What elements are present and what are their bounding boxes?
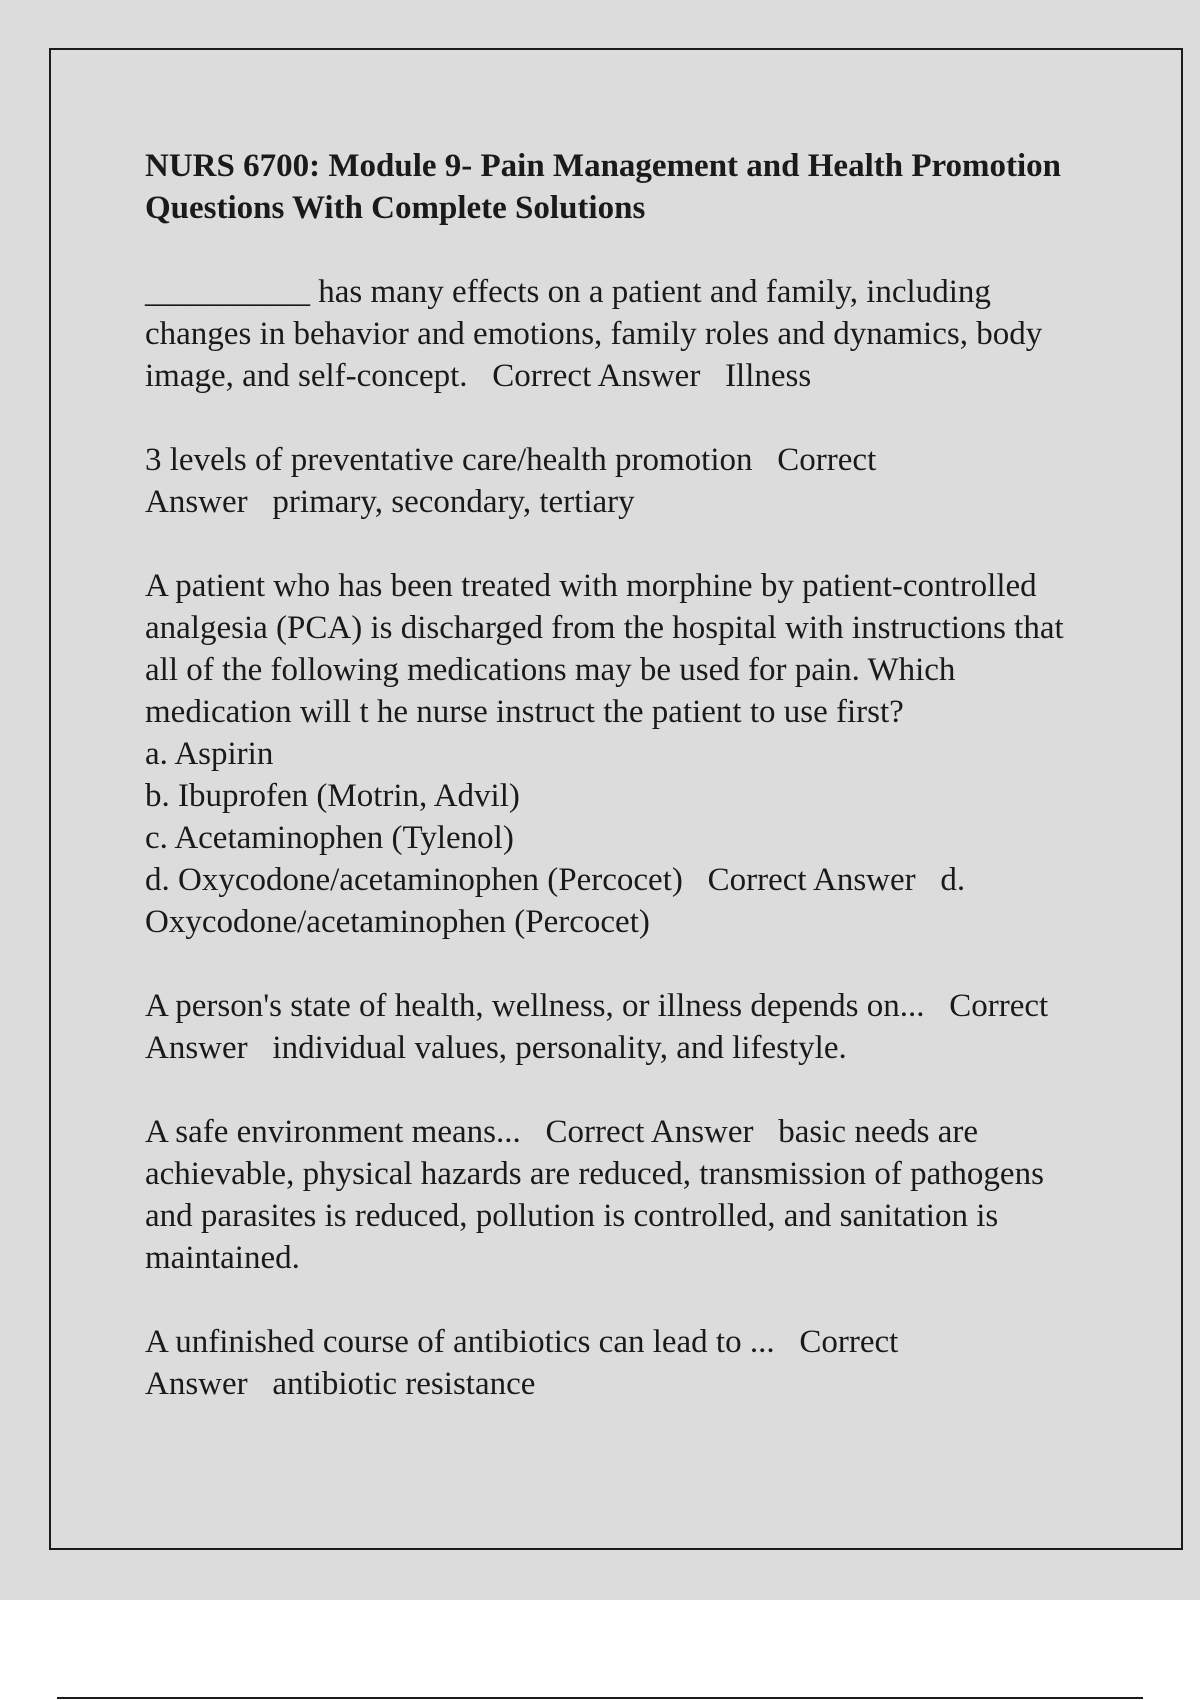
- question-text: 3 levels of preventative care/health promotion: [145, 442, 753, 478]
- option-text: d. Oxycodone/acetaminophen (Percocet): [145, 862, 683, 898]
- question-text: A person's state of health, wellness, or illness depends on...: [145, 988, 925, 1024]
- option-text: a. Aspirin: [145, 736, 274, 772]
- qa-item: [145, 439, 1095, 523]
- qa-item: [145, 271, 1095, 397]
- answer-text: Illness: [725, 358, 812, 394]
- footer-divider: [57, 1697, 1143, 1699]
- answer-label: Correct Answer: [145, 1324, 905, 1402]
- option-text: c. Acetaminophen (Tylenol): [145, 820, 514, 856]
- option-text: b. Ibuprofen (Motrin, Advil): [145, 778, 520, 814]
- answer-label: Correct Answer: [707, 862, 916, 898]
- document-title: NURS 6700: Module 9- Pain Management and Health Promotion Questions With Complete Solutions: [145, 148, 1062, 226]
- document-content: [145, 145, 1095, 1447]
- answer-text: individual values, personality, and lifestyle.: [272, 1030, 847, 1066]
- answer-text: d. Oxycodone/acetaminophen (Percocet): [145, 862, 974, 940]
- qa-paragraph: [145, 859, 1095, 943]
- qa-paragraph: [145, 439, 1095, 523]
- question-text: __________ has many effects on a patient and family, including changes in behavior and emotions, family roles and dynamics, body image, and self-concept.: [145, 274, 1051, 394]
- qa-paragraph: [145, 1321, 1095, 1405]
- qa-item: [145, 985, 1095, 1069]
- answer-label: Correct Answer: [145, 442, 883, 520]
- answer-text: primary, secondary, tertiary: [272, 484, 635, 520]
- qa-paragraph: [145, 271, 1095, 397]
- question-text: A safe environment means...: [145, 1114, 521, 1150]
- answer-label: Correct Answer: [492, 358, 701, 394]
- question-text: A unfinished course of antibiotics can lead to ...: [145, 1324, 775, 1360]
- qa-paragraph: [145, 985, 1095, 1069]
- qa-item: [145, 1321, 1095, 1405]
- qa-item: [145, 1111, 1095, 1279]
- question-text: A patient who has been treated with morphine by patient-controlled analgesia (PCA) is discharged from the hospital with instructions that all of the following medications may be used for pain. Which medication will t he nurse instruct the patient to use first?: [145, 568, 1072, 730]
- answer-label: Correct Answer: [545, 1114, 754, 1150]
- answer-text: antibiotic resistance: [272, 1366, 536, 1402]
- qa-paragraph: [145, 1111, 1095, 1279]
- qa-item: [145, 565, 1095, 943]
- answer-text: basic needs are achievable, physical hazards are reduced, transmission of pathogens and parasites is reduced, pollution is controlled, and sanitation is maintained.: [145, 1114, 1053, 1276]
- answer-label: Correct Answer: [145, 988, 1055, 1066]
